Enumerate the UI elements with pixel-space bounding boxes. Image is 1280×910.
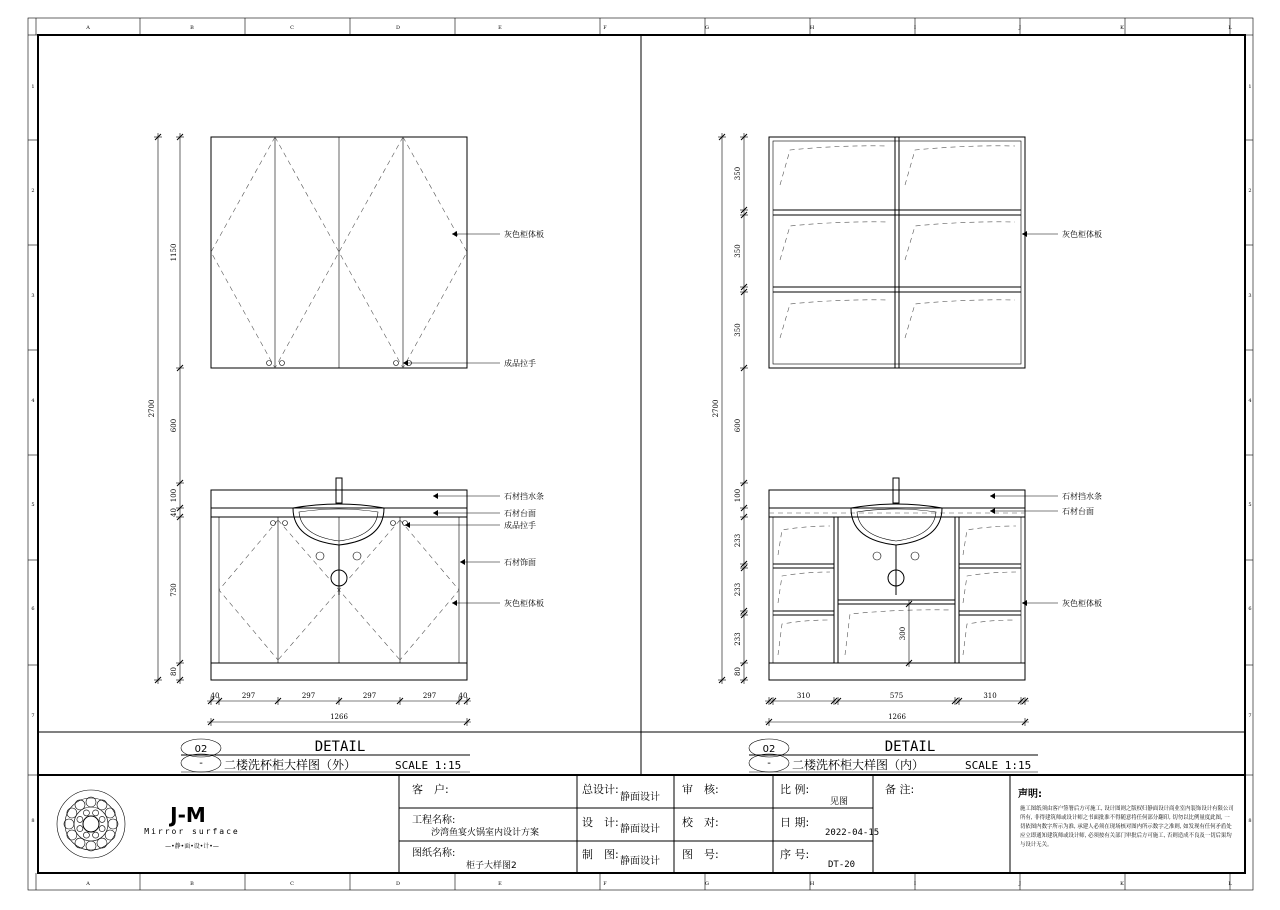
logo-sub: Mirror surface <box>144 827 240 836</box>
dimension-label: 1266 <box>888 713 906 721</box>
dimension-label: 350 <box>734 166 742 181</box>
border-row-label: 1 <box>1248 84 1252 90</box>
dimension-label: 40 <box>210 692 220 700</box>
detail-title: DETAIL <box>884 739 936 755</box>
drawing-value: 柜子大样图2 <box>466 861 517 871</box>
detail-name: 二楼洗杯柜大样图（内） <box>792 758 925 772</box>
border-col-label: G <box>705 881 709 887</box>
dimension-label: 575 <box>889 692 904 700</box>
border-col-label: J <box>1018 25 1022 31</box>
border-col-label: E <box>498 25 502 31</box>
callout-label: 石材挡水条 <box>504 492 544 501</box>
detail-title-right <box>749 739 1038 772</box>
border-col-label: K <box>1120 25 1124 31</box>
callout-leaders <box>403 229 1102 608</box>
logo-mandala-icon <box>57 790 125 858</box>
dimension-label: 100 <box>734 488 742 503</box>
border-col-label: C <box>290 881 294 887</box>
seq-label: 序 号: <box>780 848 810 861</box>
draft-label: 制 图: <box>582 848 619 861</box>
border-col-label: D <box>395 25 401 31</box>
sink-icon <box>293 478 384 595</box>
border-col-label: F <box>603 881 607 887</box>
border-row-label: 4 <box>31 398 35 404</box>
border-row-label: 3 <box>1248 293 1252 299</box>
border-col-label: L <box>1228 881 1232 887</box>
detail-number: 02 <box>194 744 208 755</box>
border-row-label: 7 <box>31 713 35 719</box>
dimension-label: 310 <box>796 692 811 700</box>
detail-title: DETAIL <box>314 739 366 755</box>
project-value: 沙湾鱼宴火锅室内设计方案 <box>431 828 540 838</box>
border-col-label: D <box>395 881 401 887</box>
callout-label: 石材饰面 <box>504 558 536 567</box>
title-block <box>57 775 1234 873</box>
drawing-label: 图纸名称: <box>412 848 456 859</box>
scale-value: 见图 <box>830 797 849 807</box>
border-col-label: B <box>190 881 194 887</box>
border-row-label: 5 <box>31 502 35 508</box>
dimension-label: 233 <box>734 533 742 548</box>
dimension-label: 1266 <box>330 713 348 721</box>
logo-cn: —•静•面•设•计•— <box>165 843 219 850</box>
border-col-label: G <box>705 25 709 31</box>
dimension-label: 2700 <box>712 399 720 418</box>
border-row-label: 5 <box>1248 502 1252 508</box>
seq-value: DT-20 <box>828 860 856 870</box>
scale-label: 比 例: <box>780 783 810 796</box>
dimension-label: 297 <box>422 692 437 700</box>
detail-sub: - <box>767 758 771 769</box>
check-label: 校 对: <box>682 816 719 829</box>
client-label: 客 户: <box>412 783 449 796</box>
dimension-label: 40 <box>170 508 178 517</box>
dimension-label: 350 <box>734 323 742 337</box>
statement-line: 与设计无关。 <box>1020 842 1053 848</box>
dimension-label: 300 <box>899 626 907 641</box>
dimension-label: 350 <box>734 244 742 258</box>
border-col-label: L <box>1228 25 1232 31</box>
dimension-label: 100 <box>170 488 178 503</box>
date-label: 日 期: <box>780 816 810 829</box>
callout-label: 灰色柜体板 <box>504 599 544 608</box>
border-row-label: 8 <box>31 818 35 824</box>
border-col-label: H <box>809 25 815 31</box>
callout-label: 灰色柜体板 <box>504 230 544 239</box>
border-col-label: C <box>290 25 294 31</box>
statement-line: 施工图纸须由客户签署后方可施工, 设计图则之版权归静面设计商业室内装饰设计有限公司 <box>1020 806 1234 812</box>
dimension-label: 1150 <box>170 243 178 262</box>
dimension-label: 80 <box>734 667 742 676</box>
callout-label: 石材台面 <box>1062 507 1094 516</box>
right-elevation <box>769 137 1025 680</box>
dimension-label: 310 <box>983 692 997 700</box>
left-elevation <box>211 137 467 680</box>
dimension-label: 730 <box>170 583 178 597</box>
chief-label: 总设计: <box>582 783 619 796</box>
callout-label: 石材挡水条 <box>1062 492 1102 501</box>
dimension-label: 600 <box>170 418 178 433</box>
sheet-frame <box>28 18 1253 890</box>
border-row-label: 6 <box>31 606 35 612</box>
statement-text <box>1020 804 1234 848</box>
border-row-label: 3 <box>31 293 35 299</box>
lower-cabinet-interior <box>769 490 1025 680</box>
design-label: 设 计: <box>582 816 619 829</box>
dimension-label: 297 <box>362 692 377 700</box>
border-col-label: I <box>914 881 916 887</box>
border-row-label: 1 <box>31 84 35 90</box>
date-value: 2022-04-15 <box>825 828 880 838</box>
detail-title-left <box>181 739 470 772</box>
design-value: 静面设计 <box>620 824 660 835</box>
dimension-label: 297 <box>301 692 316 700</box>
dimension-label: 80 <box>170 667 178 676</box>
dimension-label: 233 <box>734 632 742 646</box>
dimension-label: 233 <box>734 582 742 597</box>
detail-name: 二楼洗杯柜大样图（外） <box>224 758 357 772</box>
project-label: 工程名称: <box>412 815 456 826</box>
border-row-label: 2 <box>31 188 35 194</box>
border-col-label: A <box>86 25 90 31</box>
sink-icon <box>851 478 942 595</box>
detail-number: 02 <box>762 744 776 755</box>
border-col-label: B <box>190 25 194 31</box>
statement-label: 声明: <box>1018 789 1042 800</box>
callout-label: 灰色柜体板 <box>1062 230 1102 239</box>
border-col-label: F <box>603 25 607 31</box>
dimension-label: 297 <box>241 692 256 700</box>
border-row-label: 6 <box>1248 606 1252 612</box>
review-label: 审 核: <box>682 783 719 796</box>
dimension-label: 40 <box>458 692 468 700</box>
border-row-label: 7 <box>1248 713 1252 719</box>
statement-line: 应立即通知建筑师或设计师, 必须按有关部门审批后方可施工, 否则造成不良及一切后果均 <box>1020 833 1232 839</box>
notes-label: 备 注: <box>885 783 915 796</box>
border-col-label: A <box>86 881 90 887</box>
dimension-lines <box>148 133 1029 726</box>
border-col-label: J <box>1018 881 1022 887</box>
border-row-label: 4 <box>1248 398 1252 404</box>
detail-scale: SCALE 1:15 <box>395 759 462 772</box>
border-row-label: 8 <box>1248 818 1252 824</box>
dimension-label: 2700 <box>148 399 156 418</box>
border-col-label: K <box>1120 881 1124 887</box>
callout-label: 成品拉手 <box>504 521 536 530</box>
detail-sub: - <box>199 758 203 769</box>
dimension-label: 600 <box>734 418 742 433</box>
border-col-label: H <box>809 881 815 887</box>
draft-value: 静面设计 <box>620 856 660 867</box>
border-col-label: I <box>914 25 916 31</box>
callout-label: 石材台面 <box>504 509 536 518</box>
statement-line: 切依图内数字所示为准, 承建人必须在现场核对图内所示数字之准则, 如发现有任何矛盾处 <box>1020 824 1232 830</box>
chief-value: 静面设计 <box>620 792 660 803</box>
detail-scale: SCALE 1:15 <box>965 759 1032 772</box>
border-row-label: 2 <box>1248 188 1252 194</box>
logo-main: J-M <box>170 803 206 827</box>
callout-label: 成品拉手 <box>504 359 536 368</box>
callout-label: 灰色柜体板 <box>1062 599 1102 608</box>
statement-line: 所有, 非得建筑师或设计师之书面批准不得随意将任何部分翻印, 切勿以比例量度此图, 一 <box>1020 815 1230 821</box>
upper-cabinet-interior <box>769 137 1025 368</box>
border-col-label: E <box>498 881 502 887</box>
sheet-label: 图 号: <box>682 848 719 861</box>
